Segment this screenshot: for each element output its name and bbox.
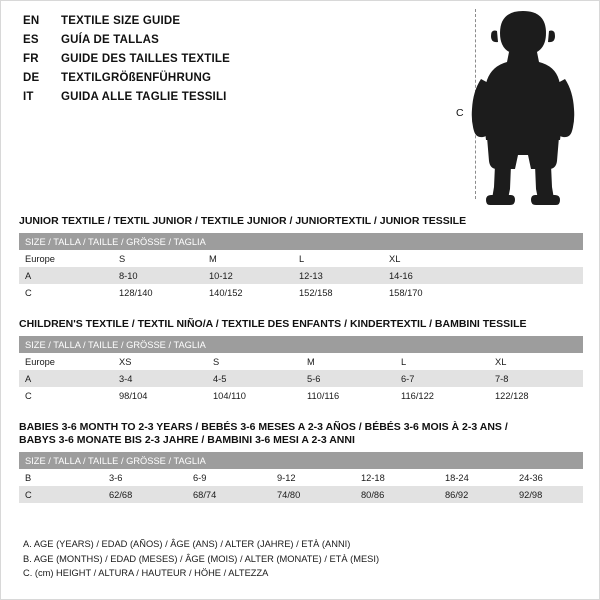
section-title: CHILDREN'S TEXTILE / TEXTIL NIÑO/A / TEXTILE DES ENFANTS / KINDERTEXTIL / BAMBINI TESSILE <box>19 318 527 330</box>
language-title: TEXTILE SIZE GUIDE <box>61 15 181 27</box>
children-size-table <box>19 336 583 404</box>
cell: L <box>395 353 489 370</box>
cell: M <box>301 353 395 370</box>
section-title: JUNIOR TEXTILE / TEXTIL JUNIOR / TEXTILE JUNIOR / JUNIORTEXTIL / JUNIOR TESSILE <box>19 215 467 227</box>
cell: 6-9 <box>187 469 271 486</box>
size-header-label: SIZE / TALLA / TAILLE / GRÖSSE / TAGLIA <box>19 336 583 353</box>
cell: XS <box>113 353 207 370</box>
table-row <box>19 469 583 486</box>
cell: L <box>293 250 383 267</box>
cell: 7-8 <box>489 370 583 387</box>
cell: 116/122 <box>395 387 489 404</box>
cell: XL <box>489 353 583 370</box>
cell: 12-18 <box>355 469 439 486</box>
row-label: C <box>19 486 103 503</box>
table-header-row <box>19 233 583 250</box>
cell: M <box>203 250 293 267</box>
language-row <box>23 34 443 53</box>
cell: S <box>113 250 203 267</box>
language-code: ES <box>23 34 39 46</box>
cell: 14-16 <box>383 267 473 284</box>
cell: 68/74 <box>187 486 271 503</box>
cell: 62/68 <box>103 486 187 503</box>
cell: 10-12 <box>203 267 293 284</box>
language-row <box>23 53 443 72</box>
table-header-row <box>19 452 583 469</box>
cell: 4-5 <box>207 370 301 387</box>
legend-line-c: C. (cm) HEIGHT / ALTURA / HAUTEUR / HÖHE / ALTEZZA <box>23 568 269 578</box>
language-row <box>23 72 443 91</box>
cell: 74/80 <box>271 486 355 503</box>
cell: 80/86 <box>355 486 439 503</box>
row-label: A <box>19 370 113 387</box>
language-code: DE <box>23 72 40 84</box>
section-title-line2: BABYS 3-6 MONATE BIS 2-3 JAHRE / BAMBINI 3-6 MESI A 2-3 ANNI <box>19 434 355 446</box>
cell: 9-12 <box>271 469 355 486</box>
table-row <box>19 250 583 267</box>
cell: 104/110 <box>207 387 301 404</box>
cell: 152/158 <box>293 284 383 301</box>
row-label: C <box>19 284 113 301</box>
language-code: EN <box>23 15 40 27</box>
table-header-row <box>19 336 583 353</box>
language-title: GUÍA DE TALLAS <box>61 34 159 46</box>
cell: 86/92 <box>439 486 513 503</box>
cell: 3-6 <box>103 469 187 486</box>
cell: 3-4 <box>113 370 207 387</box>
cell: 128/140 <box>113 284 203 301</box>
cell: 18-24 <box>439 469 513 486</box>
legend-line-b: B. AGE (MONTHS) / EDAD (MESES) / ÂGE (MOIS) / ALTER (MONATE) / ETÀ (MESI) <box>23 553 380 564</box>
cell: 98/104 <box>113 387 207 404</box>
table-row <box>19 284 583 301</box>
table-row <box>19 353 583 370</box>
cell: 8-10 <box>113 267 203 284</box>
language-title: TEXTILGRÖßENFÜHRUNG <box>61 72 212 84</box>
size-header-label: SIZE / TALLA / TAILLE / GRÖSSE / TAGLIA <box>19 233 583 250</box>
cell: 140/152 <box>203 284 293 301</box>
table-row <box>19 370 583 387</box>
cell: XL <box>383 250 473 267</box>
cell-empty <box>473 250 583 267</box>
section-title-line1: BABIES 3-6 MONTH TO 2-3 YEARS / BEBÉS 3-6 MESES A 2-3 AÑOS / BÉBÉS 3-6 MOIS À 2-3 ANS / <box>19 421 508 433</box>
section-children <box>19 318 583 404</box>
height-measure-label: C <box>456 107 464 119</box>
row-label: C <box>19 387 113 404</box>
cell: S <box>207 353 301 370</box>
row-label: A <box>19 267 113 284</box>
cell: 92/98 <box>513 486 583 503</box>
table-row <box>19 387 583 404</box>
cell: 6-7 <box>395 370 489 387</box>
language-title: GUIDE DES TAILLES TEXTILE <box>61 53 230 65</box>
language-title: GUIDA ALLE TAGLIE TESSILI <box>61 91 227 103</box>
cell-empty <box>473 284 583 301</box>
legend <box>23 537 543 581</box>
cell-empty <box>473 267 583 284</box>
language-row <box>23 15 443 34</box>
cell: 24-36 <box>513 469 583 486</box>
toddler-silhouette <box>453 7 593 207</box>
section-babies <box>19 421 583 503</box>
legend-line-a: A. AGE (YEARS) / EDAD (AÑOS) / ÂGE (ANS) / ALTER (JAHRE) / ETÀ (ANNI) <box>23 539 351 549</box>
row-label: Europe <box>19 250 113 267</box>
cell: 110/116 <box>301 387 395 404</box>
language-row <box>23 91 443 110</box>
language-titles <box>23 15 443 110</box>
table-row <box>19 486 583 503</box>
row-label: Europe <box>19 353 113 370</box>
row-label: B <box>19 469 103 486</box>
language-code: FR <box>23 53 39 65</box>
cell: 12-13 <box>293 267 383 284</box>
table-row <box>19 267 583 284</box>
babies-size-table <box>19 452 583 503</box>
cell: 5-6 <box>301 370 395 387</box>
section-junior <box>19 215 583 301</box>
junior-size-table <box>19 233 583 301</box>
section-title <box>19 421 583 447</box>
cell: 122/128 <box>489 387 583 404</box>
language-code: IT <box>23 91 34 103</box>
cell: 158/170 <box>383 284 473 301</box>
size-header-label: SIZE / TALLA / TAILLE / GRÖSSE / TAGLIA <box>19 452 583 469</box>
